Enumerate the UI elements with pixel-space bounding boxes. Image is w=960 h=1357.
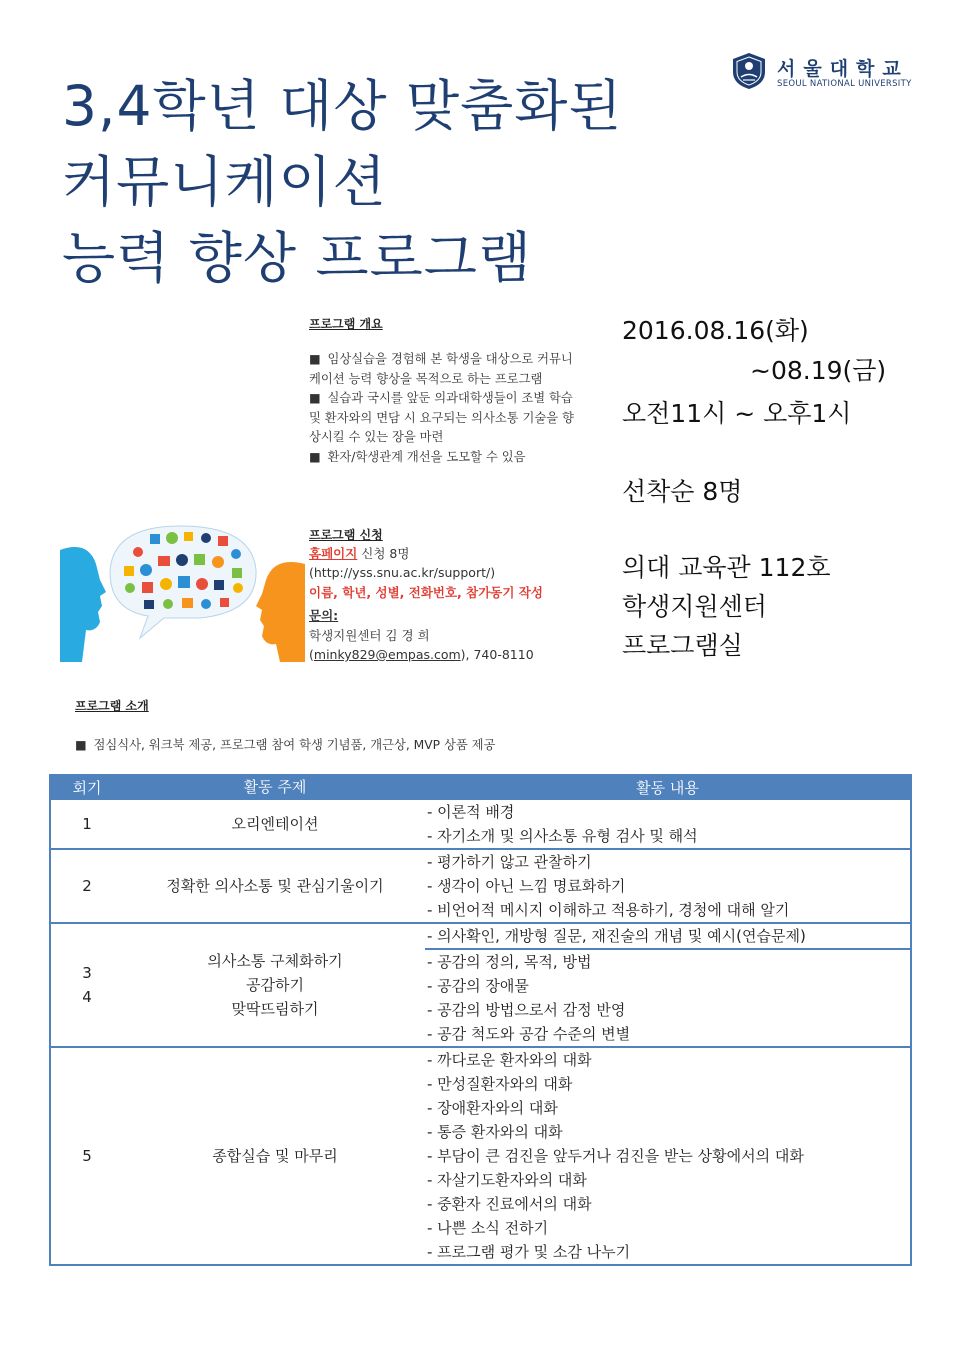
overview-item: ■ 환자/학생관계 개선을 도모할 수 있음: [309, 449, 526, 464]
session-topic: 정확한 의사소통 및 관심기울이기: [166, 877, 384, 895]
schedule-table: [49, 774, 910, 1266]
contact-line: (minky829@empas.com), 740-8110: [309, 647, 534, 663]
date-end: ~08.19(금): [750, 356, 887, 385]
schedule-header-row: [49, 774, 910, 800]
session-activities: [425, 1047, 910, 1265]
square-bullet-icon: ■: [309, 352, 321, 366]
title-line-3: 능력 향상 프로그램: [62, 226, 533, 290]
session-number: 1: [82, 815, 92, 833]
activity-item: - 중환자 진료에서의 대화: [427, 1195, 592, 1213]
intro-heading: 프로그램 소개: [75, 699, 149, 713]
square-bullet-icon: ■: [309, 449, 321, 464]
left-head-silhouette: [60, 547, 106, 662]
session-number: 3 4: [82, 964, 92, 1006]
header-session: 회기: [49, 774, 125, 800]
activity-item: - 공감의 장애물: [427, 977, 529, 995]
activity-item: - 통증 환자와의 대화: [427, 1123, 563, 1141]
activity-item: - 공감의 방법으로서 감정 반영: [427, 1001, 626, 1019]
activity-item: - 나쁜 소식 전하기: [427, 1219, 549, 1237]
session-activities: [425, 923, 910, 1047]
session-activities: [425, 849, 910, 923]
activity-item: - 공감 척도와 공감 수준의 변별: [427, 1025, 631, 1043]
university-name-kr: 서울대학교: [777, 58, 909, 80]
header-activities: 활동 내용: [425, 774, 910, 800]
apply-homepage-line: 홈페이지 신청 8명: [309, 546, 410, 561]
university-logo: [731, 52, 921, 92]
contact-email-link[interactable]: minky829@empas.com: [313, 647, 461, 663]
location-line-1: 의대 교육관 112호: [622, 553, 831, 582]
communication-illustration: [60, 522, 305, 662]
contact-heading: 문의:: [309, 608, 339, 624]
date-start: 2016.08.16(화): [622, 316, 809, 345]
right-head-silhouette: [256, 562, 305, 662]
session-topic: 의사소통 구체화하기 공감하기 맞딱뜨림하기: [207, 952, 343, 1018]
university-name-en: SEOUL NATIONAL UNIVERSITY: [777, 79, 912, 89]
activity-item: - 자살기도환자와의 대화: [427, 1171, 587, 1189]
overview-item: ■ 실습과 국시를 앞둔 의과대학생들이 조별 학습 및 환자와의 면담 시 요구되는 의사소통 기술을 향상시킬 수 있는 장을 마련: [309, 391, 574, 444]
activity-item: - 프로그램 평가 및 소감 나누기: [427, 1243, 631, 1261]
location-line-2: 학생지원센터: [622, 592, 767, 621]
table-row: [49, 923, 910, 1047]
activity-item: - 공감의 정의, 목적, 방법: [427, 953, 592, 971]
overview-list: [309, 350, 584, 467]
capacity: 선착순 8명: [622, 477, 743, 506]
activity-item: - 의사확인, 개방형 질문, 재진술의 개념 및 예시(연습문제): [425, 924, 910, 950]
activity-item: - 평가하기 않고 관찰하기: [427, 853, 592, 871]
activity-item: - 부담이 큰 검진을 앞두거나 검진을 받는 상황에서의 대화: [427, 1147, 804, 1165]
activity-item: - 비언어적 메시지 이해하고 적용하기, 경청에 대해 알기: [427, 901, 790, 919]
activity-item: - 이론적 배경: [427, 803, 515, 821]
session-activities: [425, 800, 910, 849]
intro-bullet: ■ 점심식사, 워크북 제공, 프로그램 참여 학생 기념품, 개근상, MVP 상품 제공: [75, 738, 496, 752]
title-line-2: 커뮤니케이션: [62, 150, 387, 214]
university-emblem-icon: [731, 52, 767, 90]
contact-person: 학생지원센터 김 경 희: [309, 627, 430, 643]
table-row: [49, 1047, 910, 1265]
activity-item: - 만성질환자와의 대화: [427, 1075, 573, 1093]
homepage-link-label[interactable]: 홈페이지: [309, 546, 358, 561]
apply-details: [309, 544, 599, 664]
overview-heading: 프로그램 개요: [309, 317, 383, 331]
activity-item: - 자기소개 및 의사소통 유형 검사 및 해석: [427, 827, 698, 845]
session-topic: 종합실습 및 마무리: [212, 1147, 338, 1165]
session-topic: 오리엔테이션: [231, 815, 319, 833]
title-line-1: 3,4학년 대상 맞춤화된: [62, 74, 623, 138]
activity-item: - 생각이 아닌 느낌 명료화하기: [427, 877, 626, 895]
apply-url[interactable]: (http://yss.snu.ac.kr/support/): [309, 565, 496, 581]
time-range: 오전11시 ~ 오후1시: [622, 399, 852, 428]
session-number: 2: [82, 877, 92, 895]
poster-title: [62, 68, 722, 296]
table-row: [49, 800, 910, 849]
header-topic: 활동 주제: [125, 774, 425, 800]
apply-required-fields: 이름, 학년, 성별, 전화번호, 참가동기 작성: [309, 584, 543, 600]
location-line-3: 프로그램실: [622, 631, 743, 660]
table-row: [49, 849, 910, 923]
activity-item: - 까다로운 환자와의 대화: [427, 1051, 592, 1069]
apply-heading: 프로그램 신청: [309, 528, 383, 542]
activity-item: - 장애환자와의 대화: [427, 1099, 558, 1117]
square-bullet-icon: ■: [75, 738, 87, 752]
overview-item: ■ 임상실습을 경험해 본 학생을 대상으로 커뮤니케이션 능력 향상을 목적으로 하는 프로그램: [309, 352, 573, 386]
session-number: 5: [82, 1147, 92, 1165]
square-bullet-icon: ■: [309, 391, 321, 405]
